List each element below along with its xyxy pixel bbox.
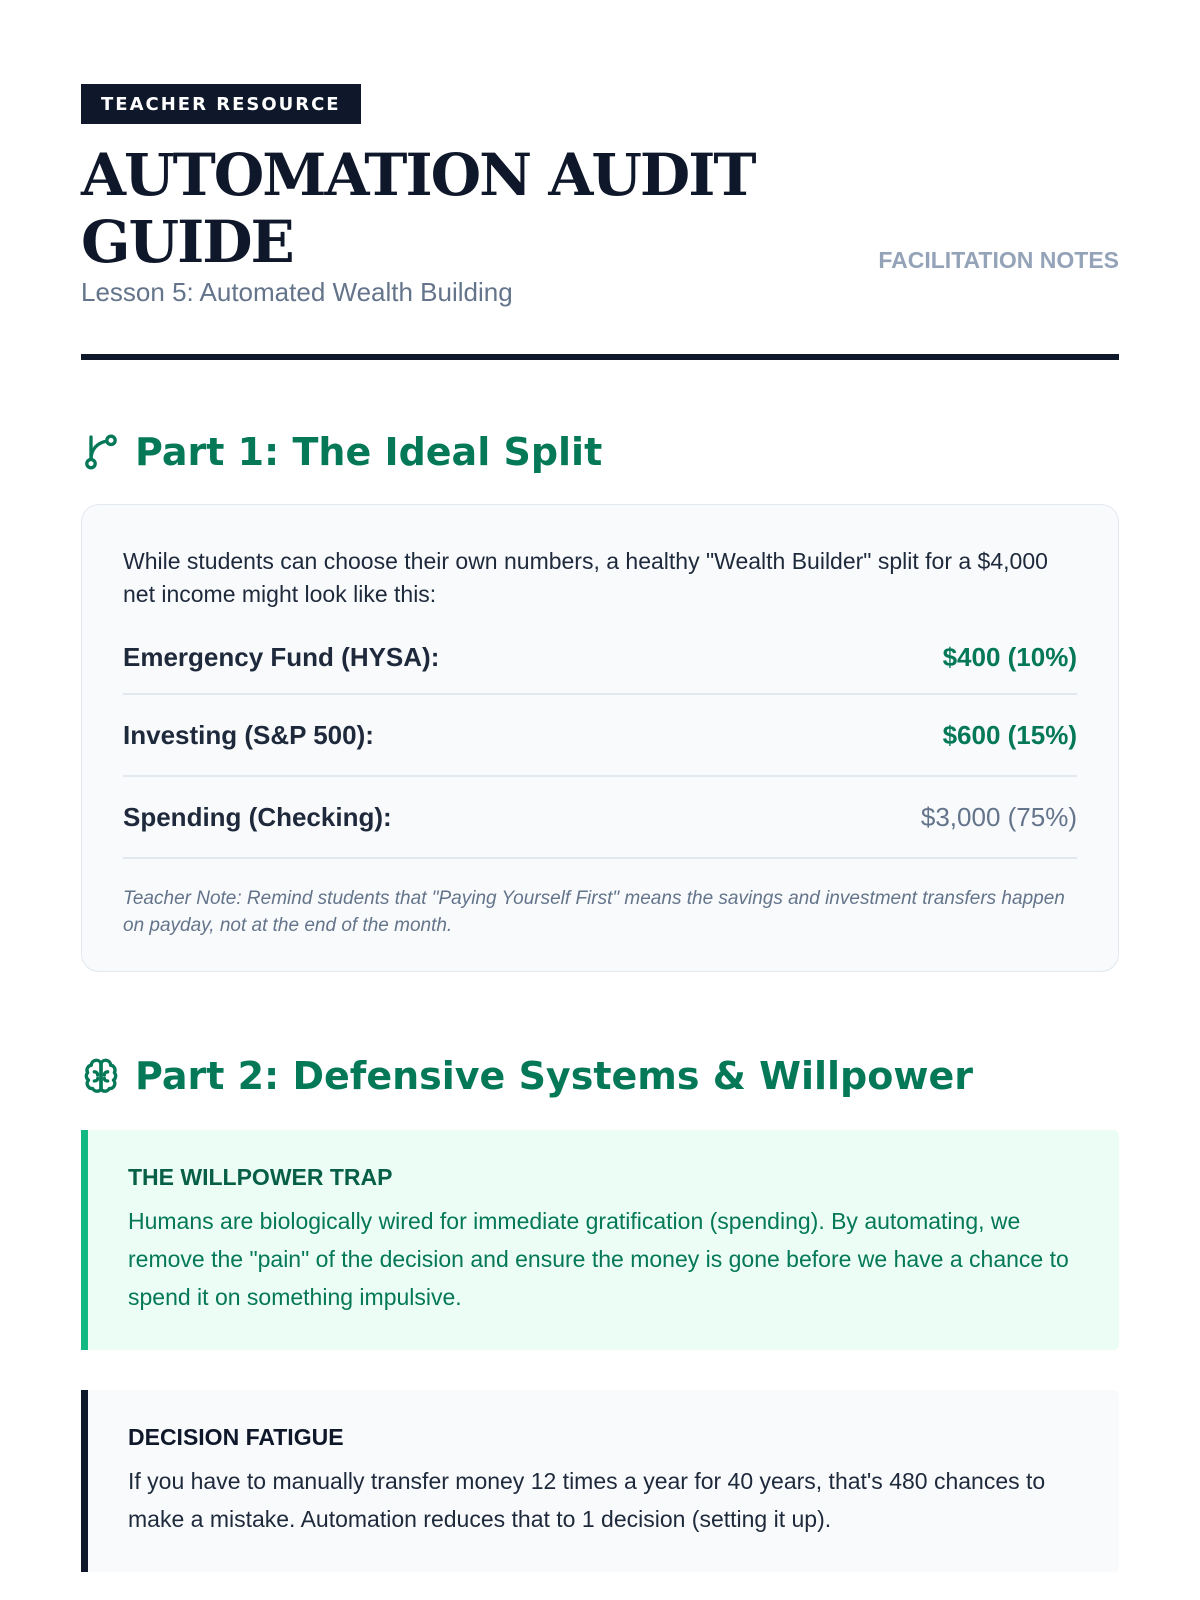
document-header (81, 84, 1119, 360)
split-value: $600 (15%) (942, 719, 1077, 750)
branch-split-icon (81, 432, 121, 472)
split-value: $3,000 (75%) (920, 801, 1077, 832)
part-1-heading-text: Part 1: The Ideal Split (135, 430, 603, 474)
part-2-heading-text: Part 2: Defensive Systems & Willpower (135, 1054, 973, 1098)
brain-icon (81, 1056, 121, 1096)
facilitation-text: FACILITATION NOTES (878, 247, 1119, 273)
split-label: Spending (Checking): (123, 801, 392, 832)
callout-body: Humans are biologically wired for immediate gratification (spending). By automating, we remove the "pain" of the decision and ensure the money is gone before we have a chance to spend it on something impulsive. (128, 1208, 1069, 1310)
split-label: Emergency Fund (HYSA): (123, 641, 440, 672)
callout-body: If you have to manually transfer money 12 times a year for 40 years, that's 480 chances to make a mistake. Automation reduces that to 1 decision (setting it up). (128, 1468, 1046, 1532)
part-2-heading (81, 1052, 1119, 1100)
page-title: AUTOMATION AUDIT GUIDE (81, 141, 755, 276)
split-row-emergency (123, 621, 1077, 695)
split-label: Investing (S&P 500): (123, 719, 374, 750)
split-rows (123, 621, 1077, 859)
split-row-investing (123, 695, 1077, 777)
lesson-subtitle: Lesson 5: Automated Wealth Building (81, 277, 513, 307)
part-1-heading (81, 428, 1119, 476)
resource-badge: TEACHER RESOURCE (81, 84, 361, 124)
willpower-trap-callout (81, 1130, 1119, 1350)
callout-title: DECISION FATIGUE (128, 1424, 344, 1450)
split-intro: While students can choose their own numbers, a healthy "Wealth Builder" split for a $4,000 net income might look like this: (123, 548, 1048, 607)
callout-title: THE WILLPOWER TRAP (128, 1164, 393, 1190)
part-1-section (81, 428, 1119, 972)
decision-fatigue-callout (81, 1390, 1119, 1572)
part-2-section (81, 1052, 1119, 1572)
facilitation-label (878, 244, 1119, 277)
split-row-spending (123, 777, 1077, 859)
ideal-split-card (81, 504, 1119, 972)
teacher-note: Teacher Note: Remind students that "Paying Yourself First" means the savings and investment transfers happen on payday, not at the end of the month. (123, 888, 1065, 936)
split-value: $400 (10%) (942, 641, 1077, 672)
